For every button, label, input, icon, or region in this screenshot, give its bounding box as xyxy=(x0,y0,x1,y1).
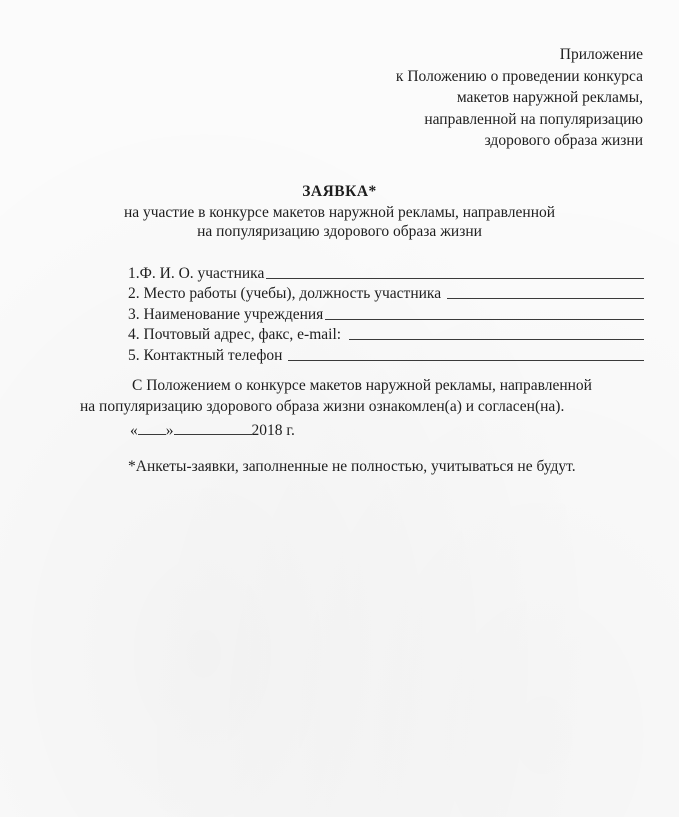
field-label: 5. Контактный телефон xyxy=(128,346,283,364)
field-blank-line[interactable] xyxy=(325,318,644,320)
consent-line: С Положением о конкурсе макетов наружной рекламы, направленной xyxy=(132,377,592,394)
application-fields xyxy=(128,262,644,365)
date-line xyxy=(130,420,295,440)
field-blank-line[interactable] xyxy=(266,277,644,279)
footnote: *Анкеты-заявки, заполненные не полностью, учитываться не будут. xyxy=(128,458,576,475)
field-label: 2. Место работы (учебы), должность участника xyxy=(128,285,442,302)
appendix-line: здорового образа жизни xyxy=(484,132,643,149)
field-full-name xyxy=(128,262,644,283)
subtitle-line: на участие в конкурсе макетов наружной рекламы, направленной xyxy=(123,204,556,221)
field-address xyxy=(128,324,644,345)
field-label: 1.Ф. И. О. участника xyxy=(128,264,265,282)
field-blank-line[interactable] xyxy=(447,297,644,299)
consent-statement xyxy=(80,375,650,417)
form-title: ЗАЯВКА* xyxy=(302,183,377,200)
date-open-quote: « xyxy=(130,422,138,439)
date-close-quote: » xyxy=(165,422,174,439)
date-year: 2018 г. xyxy=(251,422,295,439)
appendix-line: направленной на популяризацию xyxy=(424,110,643,128)
appendix-line: к Положению о проведении конкурса xyxy=(395,67,643,85)
appendix-line: макетов наружной рекламы, xyxy=(456,89,643,106)
field-institution xyxy=(128,303,644,324)
field-blank-line[interactable] xyxy=(288,359,644,361)
field-label: 3. Наименование учреждения xyxy=(128,305,324,323)
subtitle-line: на популяризацию здорового образа жизни xyxy=(197,223,482,240)
form-subtitle xyxy=(0,203,679,241)
field-label: 4. Почтовый адрес, факс, e-mail: xyxy=(128,326,342,343)
field-workplace xyxy=(128,283,644,304)
consent-line: на популяризацию здорового образа жизни ознакомлен(а) и согласен(на). xyxy=(80,398,565,415)
appendix-header xyxy=(396,44,643,152)
field-blank-line[interactable] xyxy=(349,338,644,340)
field-phone xyxy=(128,344,644,365)
date-day-blank[interactable] xyxy=(138,420,166,435)
date-month-blank[interactable] xyxy=(174,420,252,435)
appendix-line: Приложение xyxy=(559,46,643,63)
